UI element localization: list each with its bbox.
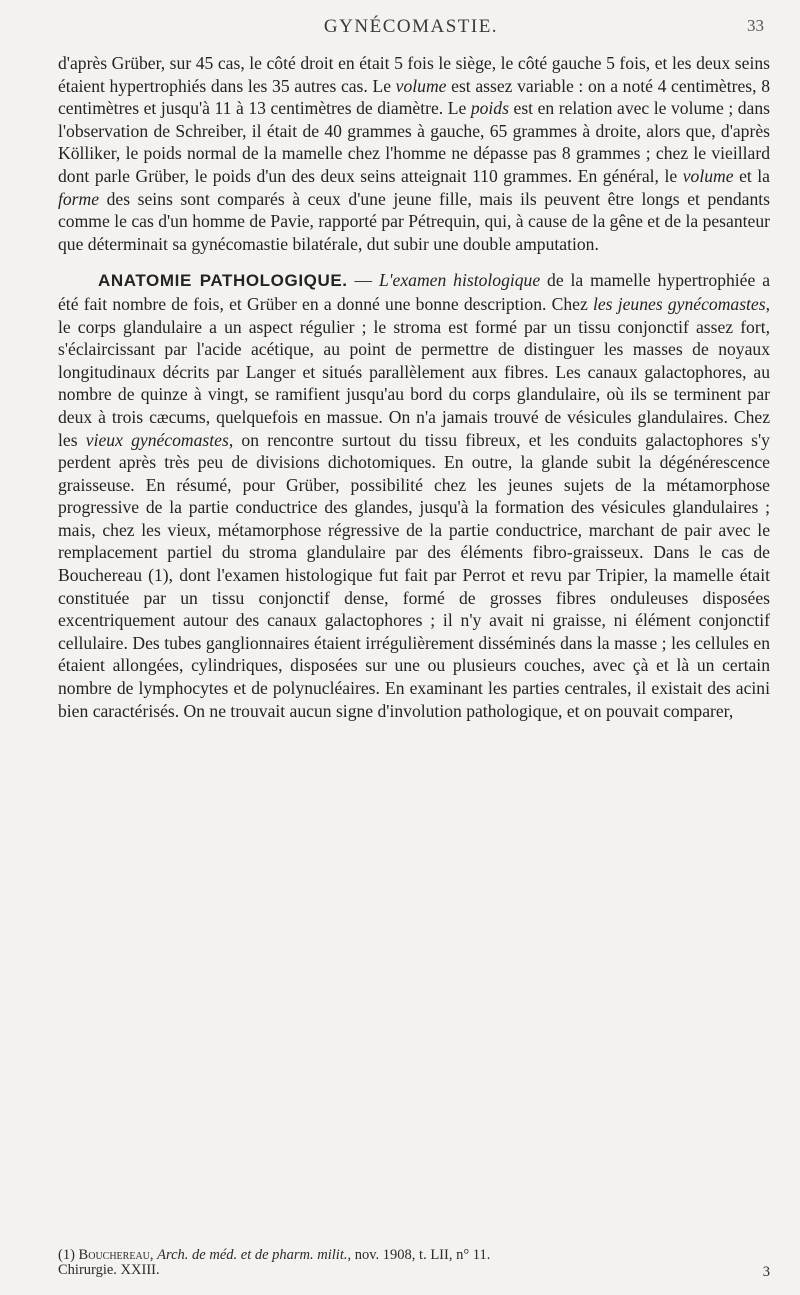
footnote-marker: (1)	[58, 1247, 79, 1263]
italic-term: forme	[58, 188, 100, 209]
text-run: , on rencontre surtout du tissu fibreux, et les conduits galactophores s'y perdent après très peu de divisions dichotomiques. En outre, la glande subit la dégénérescence graisseuse. En résumé, pour Grüber, possibilité chez les jeunes sujets de la métamorphose progressive de la partie conductrice des glandes, jusqu'à la formation des vésicules glandulaires ; mais, chez les vieux, métamorphose régressive de la partie conductrice, marchant de pair avec le remplacement partiel du stroma glandulaire par des éléments fibro-graisseux. Dans le cas de Bouchereau (1), dont l'examen histologique fut fait par Perrot et revu par Tripier, la mamelle était constituée par un tissu conjonctif dense, formé de grosses fibres onduleuses disposées excentriquement autour des canaux galactophores ; il n'y avait ni graisse, ni élément conjonctif cellulaire. Des tubes ganglionnaires étaient irrégulièrement disséminés dans la masse ; les cellules en étaient allongées, cylindriques, disposées sur une ou plusieurs couches, avec çà et là un certain nombre de lymphocytes et de polynucléaires. En examinant les parties centrales, il existait des acini bien caractérisés. On ne trouvait aucun signe d'involution pathologique, et on pouvait comparer,	[58, 429, 770, 721]
italic-term: vieux gynécomastes	[85, 429, 229, 450]
italic-term: poids	[470, 98, 509, 119]
running-title: GYNÉCOMASTIE.	[323, 16, 499, 37]
text-run: d'après Grüber, sur 45 cas, le côté droit en était 5 fois le siège, le côté gauche 5 fois, et les deux seins étaient hypertrophiés dans les 35 autres cas. Le	[58, 53, 770, 96]
italic-term: les jeunes gynécomastes	[592, 293, 766, 314]
text-run: , nov. 1908, t. LII, n° 11.	[347, 1247, 491, 1263]
sheet-number: 3	[762, 1264, 770, 1280]
text-run: des seins sont comparés à ceux d'une jeune fille, mais ils peuvent être longs et pendants comme le cas d'un homme de Pavie, rapporté par Pétrequin, qui, à cause de la gêne et de la pesanteur que déterminait sa gynécomastie bilatérale, dut subir une double amputation.	[58, 188, 770, 254]
text-run: et la	[733, 165, 770, 186]
text-run: ,	[149, 1247, 158, 1263]
italic-term: volume	[682, 165, 734, 186]
journal-title: Arch. de méd. et de pharm. milit.	[157, 1247, 348, 1263]
italic-term: L'examen histologique	[379, 270, 541, 291]
text-run: est assez variable : on a noté 4 centimètres, 8 centimètres et jusqu'à 11 à 13 centimètres de diamètre. Le	[58, 75, 770, 119]
text-run: est en relation avec le volume ; dans l'observation de Schreiber, il était de 40 grammes à gauche, 65 grammes à droite, alors que, d'après Kölliker, le poids normal de la mamelle chez l'homme ne dépasse pas 8 grammes ; chez le vieillard dont parle Grüber, le poids d'un des deux seins atteignait 110 grammes. En général, le	[58, 98, 770, 186]
signature-line	[58, 1262, 770, 1279]
paragraph-anatomy	[58, 269, 770, 722]
text-run: , le corps glandulaire a un aspect régulier ; le stroma est formé par un tissu conjonctif assez fort, s'éclaircissant par l'acide acétique, au point de permettre de distinguer les masses de noyaux longitudinaux décrits par Langer et situés parallèlement aux fibres. Les canaux galactophores, au nombre de quinze à vingt, se ramifient jusqu'au bord du corps glandulaire, où ils se terminent par deux à trois cæcums, quelquefois en massue. On n'a jamais trouvé de vésicules glandulaires. Chez les	[58, 293, 770, 450]
signature-label: Chirurgie. XXIII.	[58, 1262, 160, 1278]
italic-term: volume	[395, 75, 447, 96]
body-text	[58, 52, 770, 722]
footnote-author: Bouchereau	[78, 1247, 150, 1263]
text-run: —	[347, 270, 379, 291]
paragraph-description	[58, 52, 770, 255]
text-run: de la mamelle hypertrophiée a été fait nombre de fois, et Grüber en a donné une bonne description. Chez	[58, 270, 771, 314]
page-number: 33	[747, 16, 764, 35]
running-header	[58, 14, 764, 44]
section-heading: ANATOMIE PATHOLOGIQUE.	[98, 271, 348, 291]
